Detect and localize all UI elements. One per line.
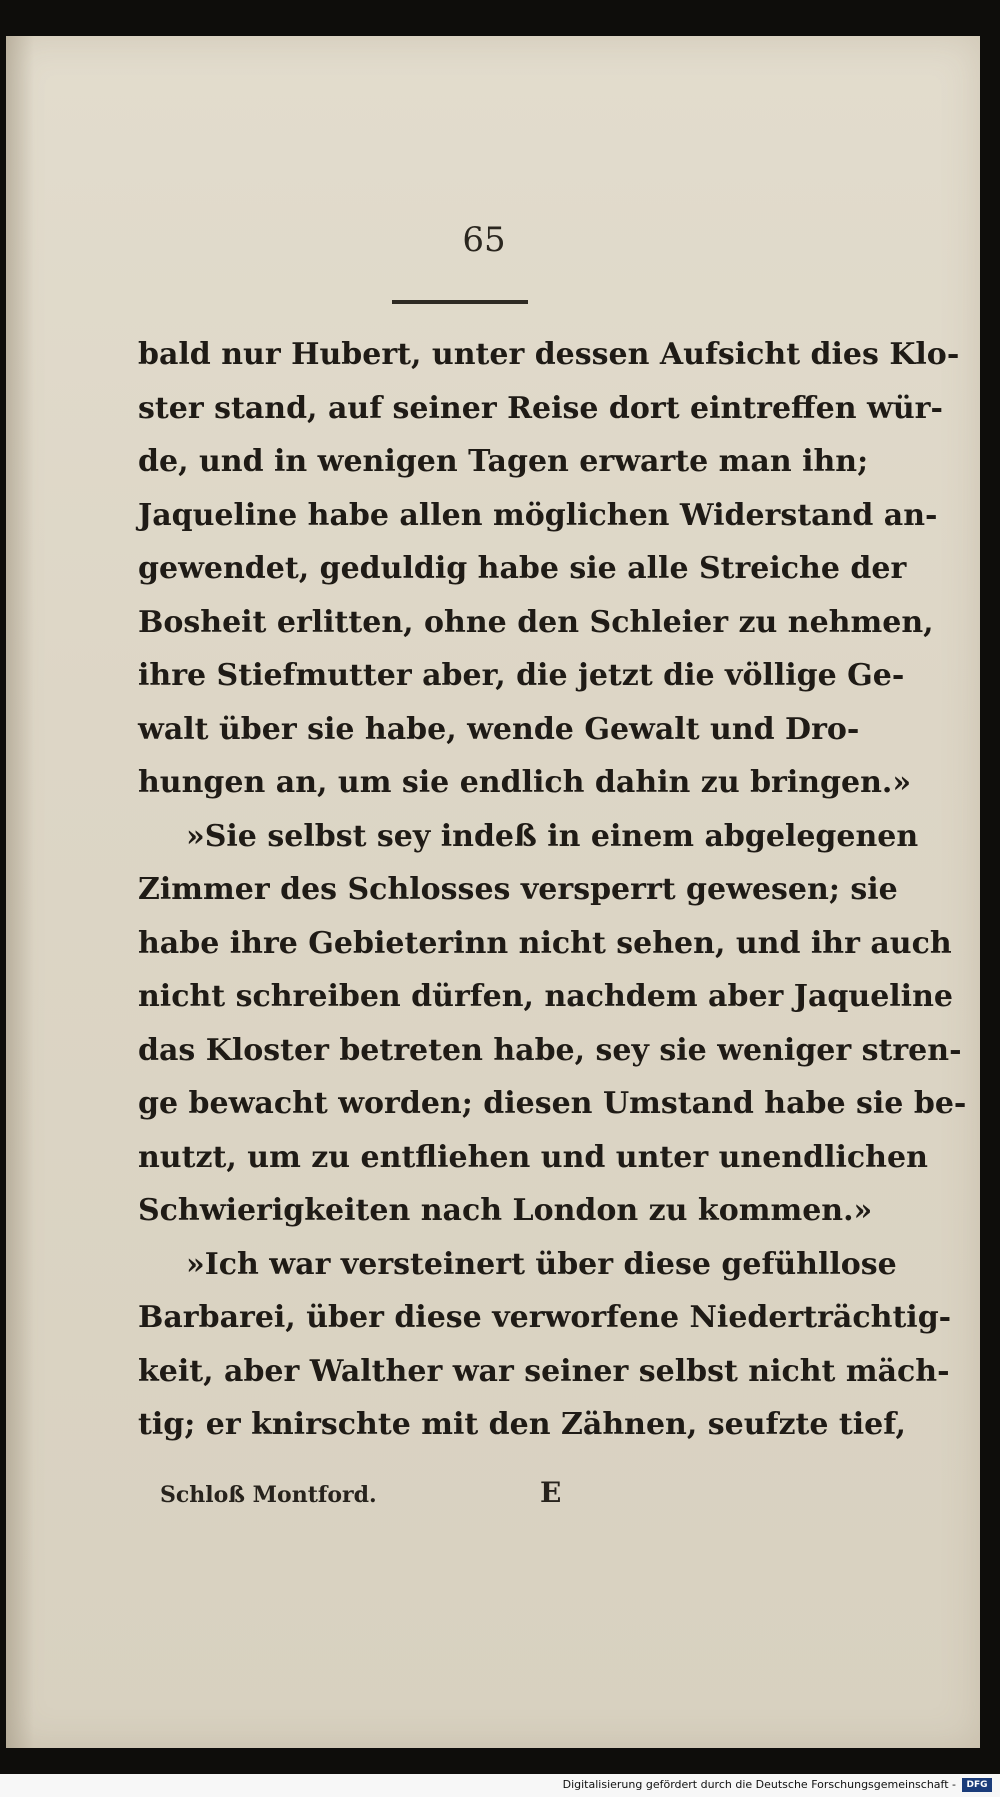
footer-bar: [0, 1774, 1000, 1797]
text-line: keit, aber Walther war seiner selbst nicht mäch-: [138, 1353, 950, 1389]
text-line: gewendet, geduldig habe sie alle Streiche der: [138, 551, 907, 586]
signature-line: Schloß Montford.: [160, 1482, 377, 1508]
text-line: walt über sie habe, wende Gewalt und Dro-: [138, 711, 860, 747]
body-text: [138, 328, 967, 1452]
text-line: ge bewacht worden; diesen Umstand habe sie be-: [138, 1086, 967, 1121]
text-line: nicht schreiben dürfen, nachdem aber Jaqueline: [138, 979, 953, 1014]
dfg-logo-icon: DFG: [962, 1778, 992, 1792]
text-line: nutzt, um zu entfliehen und unter unendlichen: [138, 1139, 928, 1175]
text-line: ihre Stiefmutter aber, die jetzt die völlige Ge-: [138, 658, 905, 693]
text-line: de, und in wenigen Tagen erwarte man ihn;: [138, 444, 869, 479]
signature-mark: E: [540, 1476, 562, 1509]
text-line: Schwierigkeiten nach London zu kommen.»: [138, 1193, 873, 1228]
text-line: bald nur Hubert, unter dessen Aufsicht dies Klo-: [138, 337, 960, 372]
text-line: hungen an, um sie endlich dahin zu bringen.»: [138, 765, 912, 800]
text-line: Bosheit erlitten, ohne den Schleier zu nehmen,: [138, 604, 934, 640]
footer-credit: Digitalisierung gefördert durch die Deutsche Forschungsgemeinschaft -: [562, 1778, 956, 1791]
text-line: habe ihre Gebieterinn nicht sehen, und ihr auch: [138, 925, 952, 961]
page-number: 65: [462, 220, 506, 260]
text-line: ster stand, auf seiner Reise dort eintreffen wür-: [138, 390, 943, 426]
text-line: Barbarei, über diese verworfene Niederträchtig-: [138, 1300, 952, 1335]
text-line: Jaqueline habe allen möglichen Widerstand an-: [138, 497, 938, 533]
text-line: »Sie selbst sey indeß in einem abgelegenen: [186, 818, 919, 854]
header-rule: [392, 300, 528, 304]
text-line: »Ich war versteinert über diese gefühllose: [186, 1246, 897, 1282]
page-spine-shadow: [6, 36, 34, 1748]
text-line: Zimmer des Schlosses versperrt gewesen; sie: [138, 872, 898, 907]
text-line: tig; er knirschte mit den Zähnen, seufzte tief,: [138, 1407, 906, 1442]
text-line: das Kloster betreten habe, sey sie weniger stren-: [138, 1032, 962, 1068]
